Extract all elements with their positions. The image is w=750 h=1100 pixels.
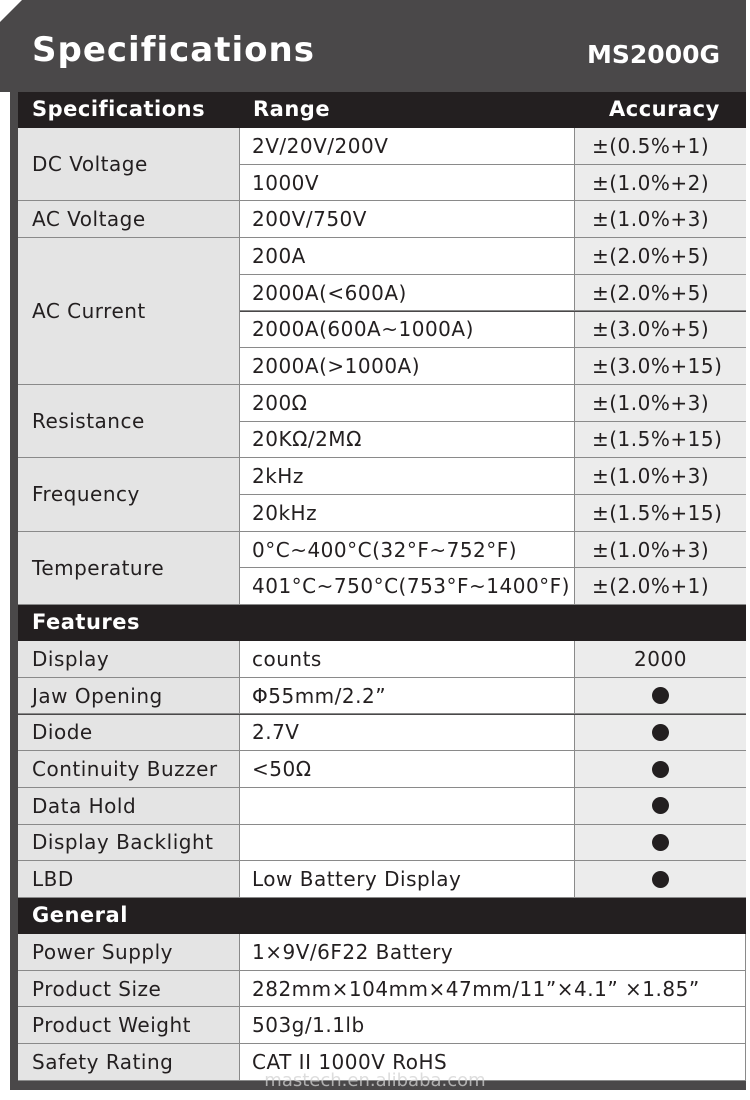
general-label: Product Size — [18, 971, 240, 1008]
feature-value: 2000 — [575, 641, 746, 678]
spec-accuracy: ±(3.0%+15) — [575, 348, 746, 385]
spec-range: 2000A(<600A) — [240, 275, 575, 312]
spec-range: 1000V — [240, 165, 575, 202]
feature-value — [575, 825, 746, 862]
supported-dot-icon — [652, 797, 669, 814]
spec-range: 2000A(600A~1000A) — [240, 312, 575, 349]
col-specifications-header: Specifications — [32, 97, 206, 121]
feature-detail: Low Battery Display — [240, 861, 575, 898]
spec-label: Resistance — [18, 385, 240, 458]
general-label: Power Supply — [18, 934, 240, 971]
general-header-bar — [18, 898, 746, 934]
general-value: 503g/1.1lb — [240, 1007, 746, 1044]
spec-range: 200Ω — [240, 385, 575, 422]
spec-label: AC Current — [18, 238, 240, 385]
spec-accuracy: ±(3.0%+5) — [575, 312, 746, 349]
spec-accuracy: ±(1.0%+3) — [575, 201, 746, 238]
spec-accuracy: ±(1.0%+2) — [575, 165, 746, 202]
general-label: Safety Rating — [18, 1044, 240, 1081]
spec-range: 0°C~400°C(32°F~752°F) — [240, 532, 575, 569]
page-title: Specifications — [32, 30, 315, 70]
feature-label: Display Backlight — [18, 825, 240, 862]
spec-accuracy: ±(1.0%+3) — [575, 385, 746, 422]
feature-detail: 2.7V — [240, 715, 575, 752]
spec-label: Temperature — [18, 532, 240, 605]
feature-value — [575, 788, 746, 825]
col-accuracy-header: Accuracy — [609, 97, 720, 121]
feature-label: LBD — [18, 861, 240, 898]
feature-value — [575, 678, 746, 715]
feature-label: Display — [18, 641, 240, 678]
spec-range: 2000A(>1000A) — [240, 348, 575, 385]
spec-range: 200V/750V — [240, 201, 575, 238]
spec-accuracy: ±(0.5%+1) — [575, 128, 746, 165]
model-number: MS2000G — [587, 40, 720, 69]
spec-accuracy: ±(1.0%+3) — [575, 458, 746, 495]
feature-label: Data Hold — [18, 788, 240, 825]
spec-range: 401°C~750°C(753°F~1400°F) — [240, 568, 575, 605]
feature-detail: <50Ω — [240, 751, 575, 788]
supported-dot-icon — [652, 871, 669, 888]
spec-range: 20KΩ/2MΩ — [240, 422, 575, 459]
spec-accuracy: ±(2.0%+5) — [575, 238, 746, 275]
col-range-header: Range — [253, 97, 331, 121]
feature-detail: Φ55mm/2.2” — [240, 678, 575, 715]
feature-detail — [240, 788, 575, 825]
spec-label: Frequency — [18, 458, 240, 531]
spec-range: 2kHz — [240, 458, 575, 495]
spec-label: DC Voltage — [18, 128, 240, 201]
general-value: 1×9V/6F22 Battery — [240, 934, 746, 971]
spec-accuracy: ±(1.5%+15) — [575, 495, 746, 532]
general-header-bar-label: General — [32, 903, 128, 927]
general-value: 282mm×104mm×47mm/11”×4.1” ×1.85” — [240, 971, 746, 1008]
feature-detail — [240, 825, 575, 862]
supported-dot-icon — [652, 724, 669, 741]
general-value: CAT II 1000V RoHS — [240, 1044, 746, 1081]
spec-accuracy: ±(1.0%+3) — [575, 532, 746, 569]
supported-dot-icon — [652, 761, 669, 778]
feature-label: Diode — [18, 715, 240, 752]
watermark: mastech.en.alibaba.com — [264, 1070, 486, 1091]
spec-accuracy: ±(2.0%+5) — [575, 275, 746, 312]
spec-range: 20kHz — [240, 495, 575, 532]
feature-label: Jaw Opening — [18, 678, 240, 715]
spec-label: AC Voltage — [18, 201, 240, 238]
supported-dot-icon — [652, 687, 669, 704]
spec-header-bar — [18, 92, 746, 128]
features-header-bar-label: Features — [32, 610, 140, 634]
feature-value — [575, 861, 746, 898]
spec-accuracy: ±(1.5%+15) — [575, 422, 746, 459]
feature-value — [575, 751, 746, 788]
spec-accuracy: ±(2.0%+1) — [575, 568, 746, 605]
spec-range: 2V/20V/200V — [240, 128, 575, 165]
feature-value — [575, 715, 746, 752]
supported-dot-icon — [652, 834, 669, 851]
general-label: Product Weight — [18, 1007, 240, 1044]
features-header-bar — [18, 605, 746, 641]
feature-detail: counts — [240, 641, 575, 678]
feature-label: Continuity Buzzer — [18, 751, 240, 788]
spec-range: 200A — [240, 238, 575, 275]
